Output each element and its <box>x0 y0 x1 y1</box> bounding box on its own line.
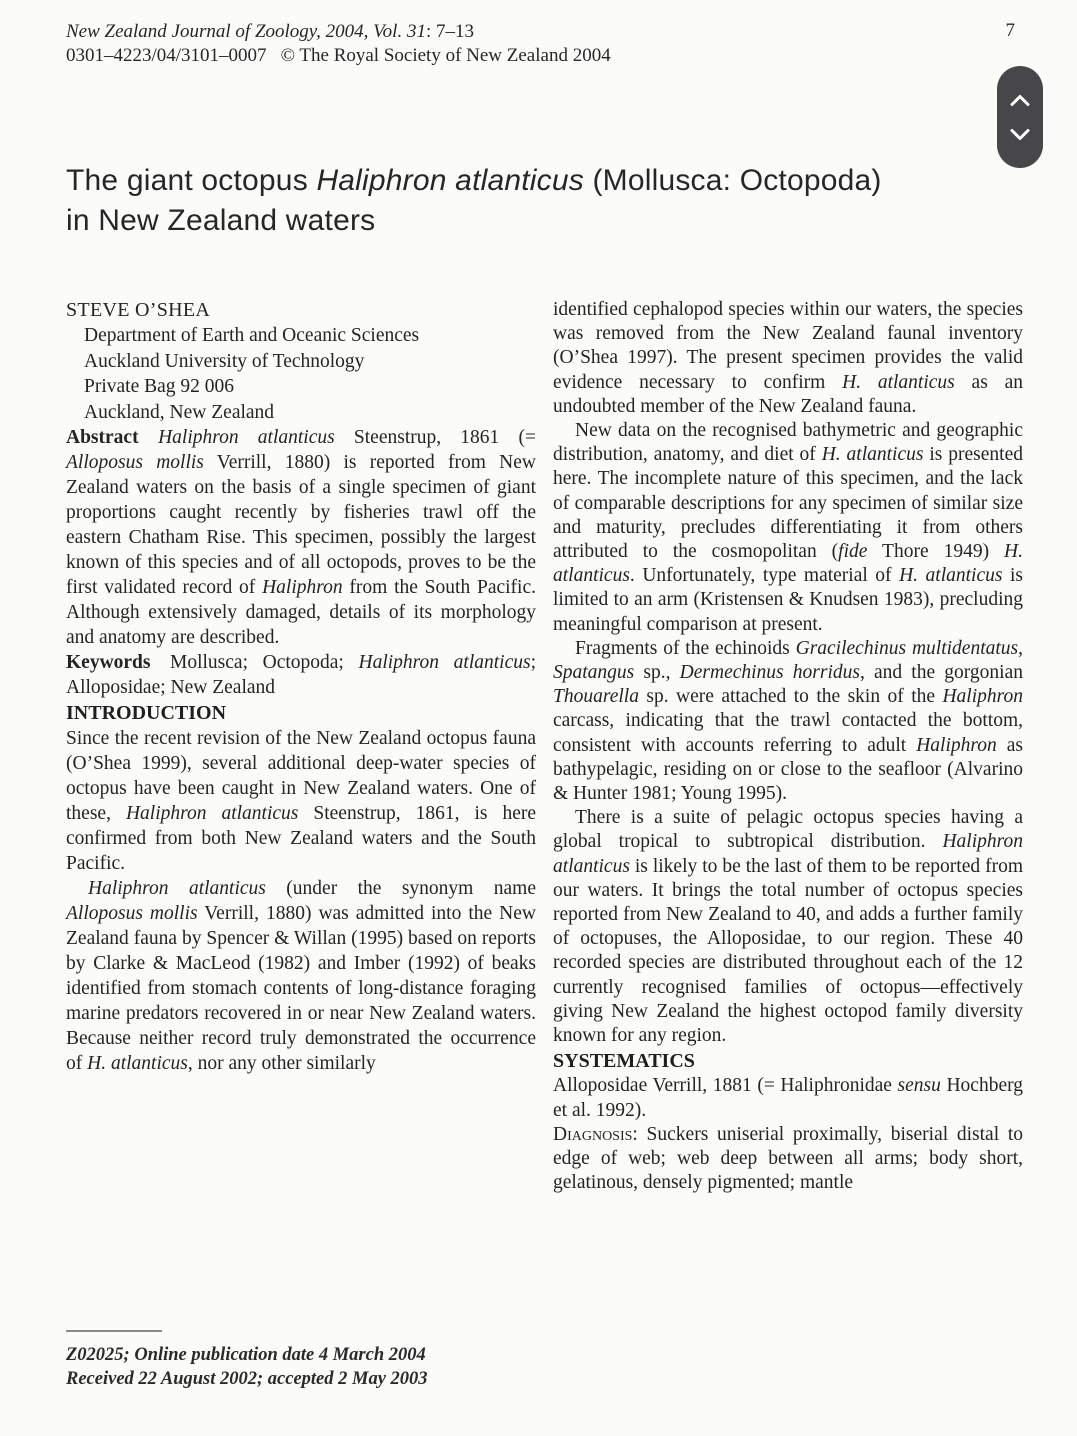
body-paragraph-fragments: Fragments of the echinoids Gracilechinus multidentatus, Spatangus sp., Dermechinus horridus, and the gorgonian Thouarella sp. were attached to the skin of the Haliphron carcass, indicating that the trawl contacted the bottom, consistent with accounts referring to adult Haliphron as bathypelagic, residing on or close to the seafloor (Alvarino & Hunter 1981; Young 1995). <box>553 637 1023 805</box>
article-title-line2: in New Zealand waters <box>66 204 376 238</box>
introduction-heading: INTRODUCTION <box>66 702 227 724</box>
footnote-rule <box>66 1330 162 1332</box>
keywords-paragraph: Keywords Mollusca; Octopoda; Haliphron atlanticus; Alloposidae; New Zealand <box>66 652 537 698</box>
intro-paragraph-2: Haliphron atlanticus (under the synonym name Alloposus mollis Verrill, 1880) was admitted into the New Zealand fauna by Spencer & Willan (1995) based on reports by Clarke & MacLeod (1982) and Imber (1992) of beaks identified from stomach contents of long-distance foraging marine predators recovered in or near New Zealand waters. Because neither record truly demonstrated the occurrence of H. atlanticus, nor any other similarly <box>66 878 536 1074</box>
author-address-line: Private Bag 92 006 <box>84 376 235 397</box>
systematics-heading: SYSTEMATICS <box>553 1050 695 1073</box>
copyright: © The Royal Society of New Zealand 2004 <box>280 45 611 66</box>
footnote-line-1: Z02025; Online publication date 4 March 2004 <box>66 1345 426 1365</box>
abstract-paragraph: Abstract Haliphron atlanticus Steenstrup, 1861 (= Alloposus mollis Verrill, 1880) is reported from New Zealand waters on the basis of a single specimen of giant proportions caught recently by fisheries trawl off the eastern Chatham Rise. This specimen, possibly the largest known of this species and of all octopods, proves to be the first validated record of Haliphron from the South Pacific. Although extensively damaged, details of its morphology and anatomy are described. <box>66 427 536 648</box>
body-paragraph-pelagic: There is a suite of pelagic octopus species having a global tropical to subtropical distribution. Haliphron atlanticus is likely to be the last of them to be reported from our waters. It brings the total number of octopus species reported from New Zealand to 40, and adds a further family of octopuses, the Alloposidae, to our region. These 40 recorded species are distributed throughout each of the 12 currently recognised families of octopus—effectively giving New Zealand the highest octopod family diversity known for any region. <box>553 807 1023 1047</box>
author-address-line: Department of Earth and Oceanic Sciences <box>84 325 420 346</box>
page-number: 7 <box>1005 20 1015 41</box>
article-title <box>66 161 966 241</box>
body-paragraph-new-data: New data on the recognised bathymetric and geographic distribution, anatomy, and diet of H. atlanticus is presented here. The incomplete nature of this specimen, and the lack of comparable descriptions for any specimen of similar size and maturity, precludes differentiating it from others attributed to the cosmopolitan (fide Thore 1949) H. atlanticus. Unfortunately, type material of H. atlanticus is limited to an arm (Kristensen & Knudsen 1983), precluding meaningful comparison at present. <box>553 420 1024 635</box>
author-address-line: Auckland, New Zealand <box>84 401 275 423</box>
footnote <box>66 1330 536 1391</box>
journal-citation-italic: New Zealand Journal of Zoology, 2004, Vol. 31 <box>66 21 426 42</box>
journal-citation <box>66 20 926 44</box>
scroll-widget[interactable] <box>997 66 1043 168</box>
systematics-paragraph-1: Alloposidae Verrill, 1881 (= Haliphronidae sensu Hochberg et al. 1992). <box>553 1075 1023 1121</box>
scroll-down-button[interactable] <box>1008 126 1032 142</box>
issn: 0301–4223/04/3101–0007 <box>66 45 267 66</box>
diagnosis-paragraph: Diagnosis: Suckers uniserial proximally, biserial distal to edge of web; web deep between all arms; body short, gelatinous, densely pigmented; mantle <box>553 1123 1023 1194</box>
scroll-up-button[interactable] <box>1008 92 1032 108</box>
chevron-down-icon <box>1009 127 1031 142</box>
issn-copyright-line <box>66 44 926 68</box>
journal-citation-pages: : 7–13 <box>425 21 474 42</box>
author-address <box>66 323 536 425</box>
footnote-line-2: Received 22 August 2002; accepted 2 May 2003 <box>66 1369 428 1389</box>
article-title-line1: The giant octopus Haliphron atlanticus (Mollusca: Octopoda) <box>66 164 882 198</box>
left-column <box>66 298 536 1076</box>
page-header <box>66 20 926 68</box>
intro-paragraph-1: Since the recent revision of the New Zealand octopus fauna (O’Shea 1999), several additional deep-water species of octopus have been caught in New Zealand waters. One of these, Haliphron atlanticus Steenstrup, 1861, is here confirmed from both New Zealand waters and the South Pacific. <box>66 728 536 874</box>
author-address-line: Auckland University of Technology <box>84 350 365 372</box>
chevron-up-icon <box>1009 93 1031 108</box>
author-name: STEVE O’SHEA <box>66 299 211 321</box>
body-paragraph-continuation: identified cephalopod species within our waters, the species was removed from the New Zealand faunal inventory (O’Shea 1997). The present specimen provides the valid evidence necessary to confirm H. atlanticus as an undoubted member of the New Zealand fauna. <box>553 299 1023 417</box>
right-column <box>553 298 1023 1195</box>
